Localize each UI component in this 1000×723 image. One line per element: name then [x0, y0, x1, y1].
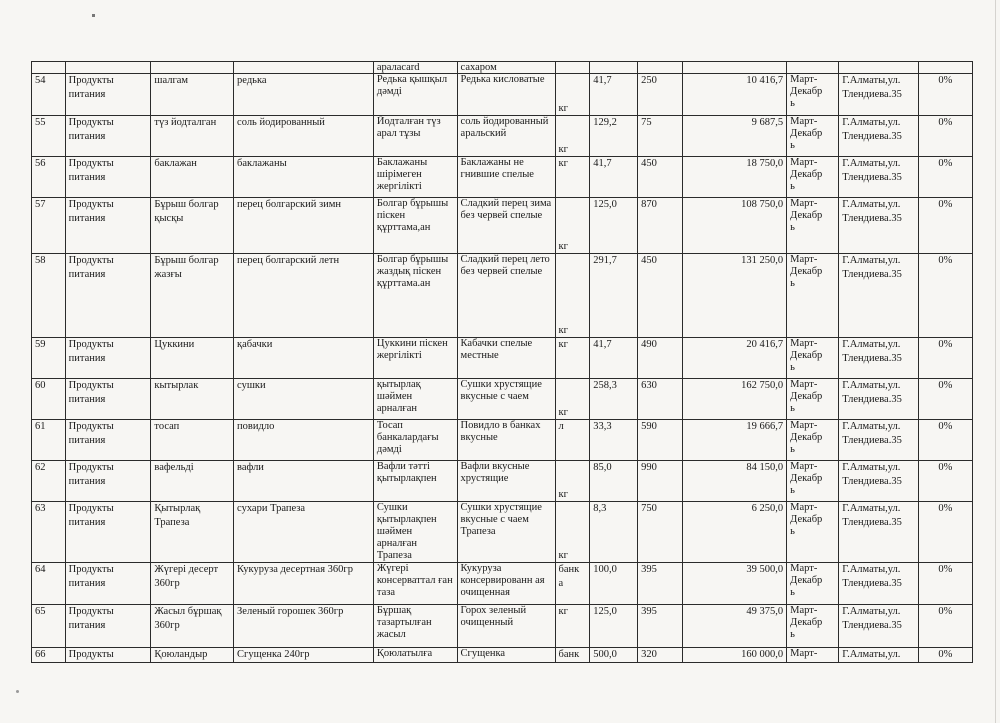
table-row-partial [32, 62, 973, 74]
cell-name-ru: қабачки [234, 338, 374, 379]
cell-no: 65 [32, 605, 66, 648]
cell-desc-ru: Вафли вкусные хрустящие [457, 461, 555, 502]
scan-speck [16, 690, 19, 693]
cell-qty: 41,7 [590, 338, 638, 379]
cell-category: Продукты питания [65, 338, 151, 379]
table-row [32, 605, 973, 648]
cell-vat: 0% [918, 563, 972, 605]
cell-price: 490 [638, 338, 683, 379]
cell-vat: 0% [918, 116, 972, 157]
cell-desc-kz: Вафли тәтті қытырлақпен [373, 461, 457, 502]
cell-price: 395 [638, 563, 683, 605]
cell-category: Продукты питания [65, 116, 151, 157]
cell-unit: кг [555, 157, 590, 198]
table-row [32, 461, 973, 502]
cell-sum: 162 750,0 [683, 379, 787, 420]
cell-sum: 131 250,0 [683, 254, 787, 338]
cell-period: Март- Декабр ь [787, 157, 839, 198]
cell-qty: 125,0 [590, 198, 638, 254]
table-row [32, 254, 973, 338]
cell-name-ru: вафли [234, 461, 374, 502]
cell-name-ru: Кукуруза десертная 360гр [234, 563, 374, 605]
cell-desc-ru: Сгущенка [457, 648, 555, 663]
cell-unit: кг [555, 379, 590, 420]
cell-name-kz: Бұрыш болгар жазғы [151, 254, 234, 338]
cell-desc-ru: Баклажаны не гнившие спелые [457, 157, 555, 198]
page-edge [995, 0, 996, 723]
cell-address: Г.Алматы,ул. Тлендиева.35 [839, 338, 919, 379]
cell-address: Г.Алматы,ул. Тлендиева.35 [839, 502, 919, 563]
cell [65, 62, 151, 74]
cell-address: Г.Алматы,ул. Тлендиева.35 [839, 157, 919, 198]
cell-no: 64 [32, 563, 66, 605]
cell-address: Г.Алматы,ул. Тлендиева.35 [839, 254, 919, 338]
cell-vat: 0% [918, 338, 972, 379]
cell-name-ru: баклажаны [234, 157, 374, 198]
cell-desc-kz: Баклажаны шірімеген жергілікті [373, 157, 457, 198]
cell-category: Продукты питания [65, 254, 151, 338]
cell-period: Март- Декабр ь [787, 254, 839, 338]
cell-name-kz: тосап [151, 420, 234, 461]
cell-desc-ru: Повидло в банках вкусные [457, 420, 555, 461]
cell-qty: 500,0 [590, 648, 638, 663]
cell-unit: кг [555, 254, 590, 338]
cell-sum: 160 000,0 [683, 648, 787, 663]
cell-address: Г.Алматы,ул. Тлендиева.35 [839, 605, 919, 648]
cell-vat: 0% [918, 74, 972, 116]
cell-address: Г.Алматы,ул. Тлендиева.35 [839, 420, 919, 461]
cell-no: 60 [32, 379, 66, 420]
cell-sum: 39 500,0 [683, 563, 787, 605]
cell-qty: 258,3 [590, 379, 638, 420]
cell-unit: л [555, 420, 590, 461]
cell-price: 750 [638, 502, 683, 563]
cell-period: Март- Декабр ь [787, 461, 839, 502]
cell-category: Продукты питания [65, 74, 151, 116]
cell-unit: кг [555, 502, 590, 563]
cell-vat: 0% [918, 198, 972, 254]
cell-category: Продукты питания [65, 502, 151, 563]
cell-qty: 125,0 [590, 605, 638, 648]
cell-name-kz: вафельді [151, 461, 234, 502]
cell-sum: 84 150,0 [683, 461, 787, 502]
cell-period: Март- Декабр ь [787, 605, 839, 648]
cell-name-kz: шалгам [151, 74, 234, 116]
table-row [32, 648, 973, 663]
cell [683, 62, 787, 74]
cell-no: 58 [32, 254, 66, 338]
cell [839, 62, 919, 74]
cell-no: 55 [32, 116, 66, 157]
cell-desc-kz: Бұршақ тазартылған жасыл [373, 605, 457, 648]
table-body [32, 62, 973, 663]
cell-period: Март- Декабр ь [787, 198, 839, 254]
cell-unit: банк а [555, 563, 590, 605]
cell-desc-kz: Тосап банкалардағы дәмді [373, 420, 457, 461]
cell-category: Продукты питания [65, 563, 151, 605]
cell-qty: 41,7 [590, 74, 638, 116]
cell-category: Продукты питания [65, 420, 151, 461]
cell-vat: 0% [918, 379, 972, 420]
cell-name-kz: Жасыл бұршақ 360гр [151, 605, 234, 648]
cell-name-kz: Қоюландыр [151, 648, 234, 663]
cell-desc-kz: аралаcard [373, 62, 457, 74]
table-row [32, 502, 973, 563]
cell-period: Март- Декабр ь [787, 502, 839, 563]
cell-address: Г.Алматы,ул. Тлендиева.35 [839, 74, 919, 116]
table-row [32, 198, 973, 254]
cell-price: 450 [638, 157, 683, 198]
cell-desc-ru: Редька кисловатые [457, 74, 555, 116]
cell-name-kz: түз йодталган [151, 116, 234, 157]
cell-vat: 0% [918, 605, 972, 648]
cell-name-kz: Қытырлақ Трапеза [151, 502, 234, 563]
cell [590, 62, 638, 74]
cell-sum: 10 416,7 [683, 74, 787, 116]
cell-unit: кг [555, 461, 590, 502]
cell-qty: 100,0 [590, 563, 638, 605]
cell-price: 320 [638, 648, 683, 663]
cell-category: Продукты питания [65, 379, 151, 420]
cell-unit: кг [555, 605, 590, 648]
table-row [32, 420, 973, 461]
cell-sum: 6 250,0 [683, 502, 787, 563]
cell-name-kz: Бұрыш болгар қысқы [151, 198, 234, 254]
cell-address: Г.Алматы,ул. Тлендиева.35 [839, 461, 919, 502]
cell-address: Г.Алматы,ул. Тлендиева.35 [839, 116, 919, 157]
cell-qty: 85,0 [590, 461, 638, 502]
cell-unit: кг [555, 116, 590, 157]
cell [918, 62, 972, 74]
cell-period: Март- Декабр ь [787, 379, 839, 420]
cell-price: 990 [638, 461, 683, 502]
cell-desc-ru: сахаром [457, 62, 555, 74]
cell-price: 250 [638, 74, 683, 116]
cell-name-ru: соль йодированный [234, 116, 374, 157]
cell-category: Продукты [65, 648, 151, 663]
cell-desc-kz: Йодталған түз арал тұзы [373, 116, 457, 157]
cell-sum: 20 416,7 [683, 338, 787, 379]
cell-no: 57 [32, 198, 66, 254]
cell-name-ru: Зеленый горошек 360гр [234, 605, 374, 648]
cell-period: Март- Декабр ь [787, 563, 839, 605]
cell-qty: 8,3 [590, 502, 638, 563]
cell-sum: 108 750,0 [683, 198, 787, 254]
cell-category: Продукты питания [65, 461, 151, 502]
cell-desc-ru: Кукуруза консервированн ая очищенная [457, 563, 555, 605]
cell-name-ru: перец болгарский зимн [234, 198, 374, 254]
cell-desc-ru: Сушки хрустящие вкусные с чаем Трапеза [457, 502, 555, 563]
procurement-table [31, 61, 973, 663]
scan-mark [92, 14, 95, 17]
cell-desc-ru: Сладкий перец зима без червей спелые [457, 198, 555, 254]
cell-desc-ru: Сладкий перец лето без червей спелые [457, 254, 555, 338]
cell-desc-ru: соль йодированный аральский [457, 116, 555, 157]
cell-period: Март- Декабр ь [787, 420, 839, 461]
cell-desc-kz: Болгар бұрышы піскен құрттама,ан [373, 198, 457, 254]
cell-no: 61 [32, 420, 66, 461]
cell-unit: кг [555, 338, 590, 379]
cell-no: 66 [32, 648, 66, 663]
cell-address: Г.Алматы,ул. Тлендиева.35 [839, 379, 919, 420]
cell-desc-ru: Горох зеленый очищенный [457, 605, 555, 648]
cell-vat: 0% [918, 502, 972, 563]
cell-desc-kz: Қоюлатылға [373, 648, 457, 663]
cell-desc-kz: Жүгері консерваттал ған таза [373, 563, 457, 605]
cell-name-ru: перец болгарский летн [234, 254, 374, 338]
cell-desc-kz: қытырлақ шәймен арналған [373, 379, 457, 420]
cell-desc-ru: Кабачки спелые местные [457, 338, 555, 379]
cell-desc-ru: Сушки хрустящие вкусные с чаем [457, 379, 555, 420]
cell-name-kz: Жүгері десерт 360гр [151, 563, 234, 605]
cell-sum: 9 687,5 [683, 116, 787, 157]
cell-desc-kz: Цуккини піскен жергілікті [373, 338, 457, 379]
cell-vat: 0% [918, 254, 972, 338]
cell-name-kz: баклажан [151, 157, 234, 198]
cell-sum: 49 375,0 [683, 605, 787, 648]
cell-no: 59 [32, 338, 66, 379]
cell-name-ru: сушки [234, 379, 374, 420]
table-row [32, 563, 973, 605]
table-row [32, 157, 973, 198]
cell-unit: кг [555, 74, 590, 116]
cell-address: Г.Алматы,ул. [839, 648, 919, 663]
cell-no: 62 [32, 461, 66, 502]
cell-price: 75 [638, 116, 683, 157]
cell-period: Март- [787, 648, 839, 663]
cell-qty: 291,7 [590, 254, 638, 338]
cell [151, 62, 234, 74]
table-row [32, 338, 973, 379]
cell-vat: 0% [918, 461, 972, 502]
cell-desc-kz: Сушки қытырлақпен шәймен арналған Трапеза [373, 502, 457, 563]
cell-qty: 33,3 [590, 420, 638, 461]
cell-price: 395 [638, 605, 683, 648]
cell-price: 450 [638, 254, 683, 338]
cell-name-ru: повидло [234, 420, 374, 461]
cell-category: Продукты питания [65, 605, 151, 648]
cell-unit: кг [555, 198, 590, 254]
cell-vat: 0% [918, 157, 972, 198]
cell-name-kz: кытырлак [151, 379, 234, 420]
cell-sum: 18 750,0 [683, 157, 787, 198]
cell [787, 62, 839, 74]
cell-price: 870 [638, 198, 683, 254]
table-row [32, 379, 973, 420]
cell-name-ru: редька [234, 74, 374, 116]
cell-period: Март- Декабр ь [787, 74, 839, 116]
cell-name-kz: Цуккини [151, 338, 234, 379]
cell-no: 63 [32, 502, 66, 563]
cell [32, 62, 66, 74]
cell-category: Продукты питания [65, 198, 151, 254]
cell-qty: 129,2 [590, 116, 638, 157]
cell-no: 56 [32, 157, 66, 198]
cell-address: Г.Алматы,ул. Тлендиева.35 [839, 563, 919, 605]
cell-no: 54 [32, 74, 66, 116]
cell-period: Март- Декабр ь [787, 116, 839, 157]
cell-qty: 41,7 [590, 157, 638, 198]
cell-vat: 0% [918, 648, 972, 663]
cell-unit: банк [555, 648, 590, 663]
cell-address: Г.Алматы,ул. Тлендиева.35 [839, 198, 919, 254]
cell-name-ru: Сгущенка 240гр [234, 648, 374, 663]
cell-sum: 19 666,7 [683, 420, 787, 461]
cell-name-ru: сухари Трапеза [234, 502, 374, 563]
cell-vat: 0% [918, 420, 972, 461]
cell [638, 62, 683, 74]
cell-price: 630 [638, 379, 683, 420]
cell-desc-kz: Редька қышқыл дәмді [373, 74, 457, 116]
table-row [32, 116, 973, 157]
cell [555, 62, 590, 74]
cell-price: 590 [638, 420, 683, 461]
cell [234, 62, 374, 74]
cell-desc-kz: Болгар бұрышы жаздық піскен құрттама.ан [373, 254, 457, 338]
cell-category: Продукты питания [65, 157, 151, 198]
cell-period: Март- Декабр ь [787, 338, 839, 379]
table-row [32, 74, 973, 116]
